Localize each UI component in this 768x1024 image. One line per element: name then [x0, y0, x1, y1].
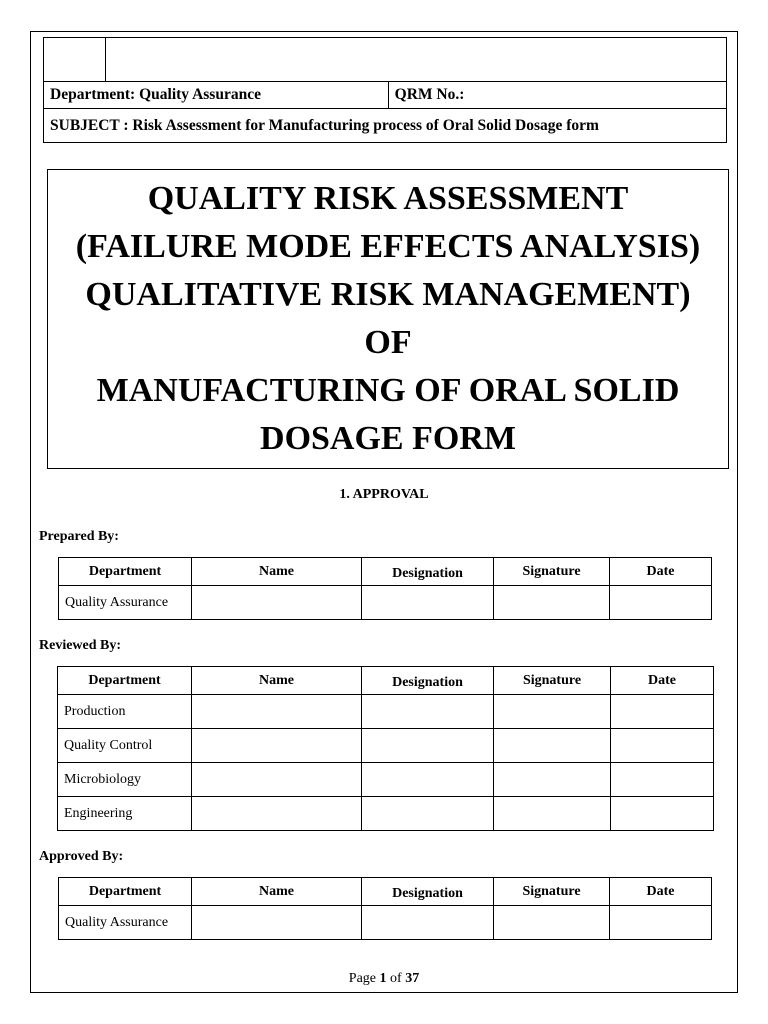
designation-cell[interactable]: [362, 695, 494, 729]
table-row: [58, 797, 714, 831]
column-header-name: Name: [192, 667, 362, 695]
name-cell[interactable]: [192, 695, 362, 729]
table-row: [58, 763, 714, 797]
name-cell[interactable]: [192, 797, 362, 831]
signature-cell[interactable]: [494, 906, 610, 940]
date-cell[interactable]: [611, 797, 714, 831]
signature-cell[interactable]: [494, 797, 611, 831]
column-header-name: Name: [192, 558, 362, 586]
column-header-signature: Signature: [494, 878, 610, 906]
page-number: [0, 971, 768, 987]
date-cell[interactable]: [610, 586, 712, 620]
department-cell: Engineering: [58, 797, 192, 831]
subject-field: SUBJECT : Risk Assessment for Manufacturing process of Oral Solid Dosage form: [44, 109, 727, 143]
department-field: Department: Quality Assurance: [44, 82, 389, 109]
column-header-designation: Designation: [362, 558, 494, 586]
department-cell: Quality Control: [58, 729, 192, 763]
column-header-department: Department: [58, 667, 192, 695]
qrm-number-field: QRM No.:: [388, 82, 726, 109]
department-cell: Quality Assurance: [59, 586, 192, 620]
designation-cell[interactable]: [362, 586, 494, 620]
approved-by-table: [58, 877, 712, 940]
column-header-date: Date: [610, 878, 712, 906]
logo-cell: [44, 38, 106, 82]
department-cell: Quality Assurance: [59, 906, 192, 940]
designation-cell[interactable]: [362, 797, 494, 831]
document-title: [47, 169, 729, 469]
name-cell[interactable]: [192, 729, 362, 763]
name-cell[interactable]: [192, 763, 362, 797]
department-cell: Production: [58, 695, 192, 729]
column-header-department: Department: [59, 558, 192, 586]
table-row: [58, 729, 714, 763]
date-cell[interactable]: [611, 695, 714, 729]
name-cell[interactable]: [192, 906, 362, 940]
title-line: OF: [364, 324, 412, 361]
designation-cell[interactable]: [362, 906, 494, 940]
title-line: QUALITATIVE RISK MANAGEMENT): [85, 276, 691, 313]
title-line: (FAILURE MODE EFFECTS ANALYSIS): [75, 228, 701, 265]
approved-by-label: Approved By:: [39, 849, 124, 864]
table-row: [59, 906, 712, 940]
signature-cell[interactable]: [494, 695, 611, 729]
company-name-cell: [105, 38, 726, 82]
document-header: [43, 37, 727, 143]
page-word: Page: [348, 971, 377, 986]
signature-cell[interactable]: [494, 729, 611, 763]
table-row: [58, 695, 714, 729]
title-line: MANUFACTURING OF ORAL SOLID: [96, 372, 680, 409]
designation-cell[interactable]: [362, 763, 494, 797]
column-header-designation: Designation: [362, 878, 494, 906]
department-cell: Microbiology: [58, 763, 192, 797]
column-header-signature: Signature: [494, 558, 610, 586]
column-header-signature: Signature: [494, 667, 611, 695]
approval-heading: 1. APPROVAL: [339, 487, 429, 502]
column-header-date: Date: [611, 667, 714, 695]
current-page: 1: [379, 971, 387, 986]
signature-cell[interactable]: [494, 763, 611, 797]
column-header-date: Date: [610, 558, 712, 586]
designation-cell[interactable]: [362, 729, 494, 763]
total-pages: 37: [405, 971, 420, 986]
reviewed-by-label: Reviewed By:: [39, 638, 122, 653]
prepared-by-table: [58, 557, 712, 620]
date-cell[interactable]: [610, 906, 712, 940]
date-cell[interactable]: [611, 763, 714, 797]
table-row: [59, 586, 712, 620]
column-header-designation: Designation: [362, 667, 494, 695]
title-line: QUALITY RISK ASSESSMENT: [147, 180, 629, 217]
title-line: DOSAGE FORM: [260, 420, 516, 457]
name-cell[interactable]: [192, 586, 362, 620]
column-header-department: Department: [59, 878, 192, 906]
prepared-by-label: Prepared By:: [39, 529, 119, 544]
reviewed-by-table: [57, 666, 714, 831]
column-header-name: Name: [192, 878, 362, 906]
of-word: of: [390, 971, 402, 986]
signature-cell[interactable]: [494, 586, 610, 620]
date-cell[interactable]: [611, 729, 714, 763]
